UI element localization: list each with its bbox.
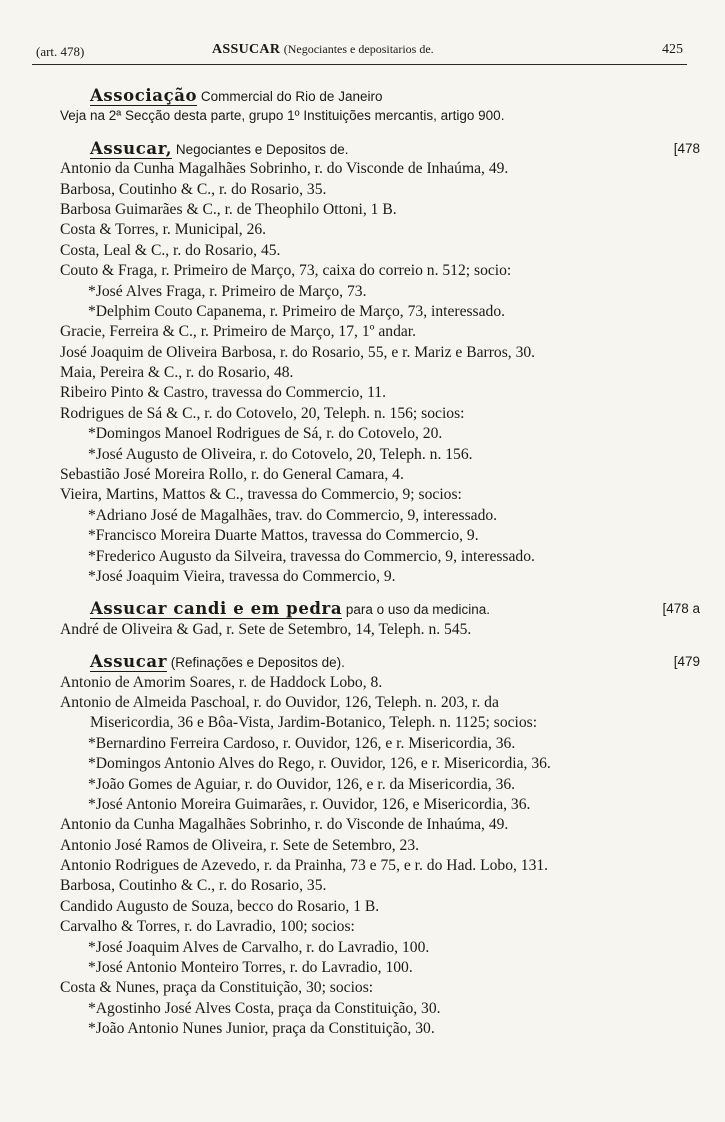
- running-title-main: ASSUCAR: [212, 42, 281, 57]
- section-heading: Assucar: [90, 652, 168, 672]
- partner-entry: *Francisco Moreira Duarte Mattos, travessa do Commercio, 9.: [88, 527, 479, 545]
- directory-entry: Couto & Fraga, r. Primeiro de Março, 73, caixa do correio n. 512; socio:: [60, 262, 512, 280]
- section-heading-line: [60, 86, 700, 106]
- section-caption: (Refinações e Depositos de).: [167, 655, 345, 671]
- section-caption: Commercial do Rio de Janeiro: [197, 89, 383, 104]
- directory-entry: Antonio da Cunha Magalhães Sobrinho, r. do Visconde de Inhaúma, 49.: [60, 816, 509, 834]
- directory-entry: Rodrigues de Sá & C., r. do Cotovelo, 20, Teleph. n. 156; socios:: [60, 404, 465, 422]
- partner-entry: *Bernardino Ferreira Cardoso, r. Ouvidor, 126, e r. Misericordia, 36.: [88, 734, 516, 752]
- running-title-sub: (Negociantes e depositarios de.: [283, 42, 434, 56]
- partner-entry: *José Joaquim Vieira, travessa do Commercio, 9.: [88, 567, 396, 585]
- partner-entry: *José Antonio Monteiro Torres, r. do Lavradio, 100.: [88, 959, 413, 977]
- section-heading: Associação: [90, 86, 198, 105]
- directory-entries: [60, 86, 700, 1040]
- partner-entry: *João Gomes de Aguiar, r. do Ouvidor, 126, e r. da Misericordia, 36.: [88, 775, 516, 793]
- section-caption: para o uso da medicina.: [342, 602, 490, 618]
- directory-entry: Costa, Leal & C., r. do Rosario, 45.: [60, 241, 281, 259]
- directory-entry: Sebastião José Moreira Rollo, r. do General Camara, 4.: [60, 466, 404, 484]
- directory-entry: Barbosa, Coutinho & C., r. do Rosario, 35.: [60, 180, 327, 198]
- article-reference: (art. 478): [36, 44, 85, 59]
- directory-entry: Costa & Nunes, praça da Constituição, 30; socios:: [60, 979, 374, 997]
- section-heading-line: [60, 652, 700, 672]
- section-heading: Assucar candi e em pedra: [90, 599, 343, 619]
- directory-entry: Carvalho & Torres, r. do Lavradio, 100; socios:: [60, 918, 355, 936]
- partner-entry: *Agostinho José Alves Costa, praça da Constituição, 30.: [88, 999, 441, 1017]
- partner-entry: *Delphim Couto Capanema, r. Primeiro de Março, 73, interessado.: [88, 302, 506, 320]
- section-heading: Assucar,: [90, 138, 173, 158]
- directory-entry: Costa & Torres, r. Municipal, 26.: [60, 221, 267, 239]
- section-number: [478: [673, 140, 700, 156]
- directory-entry: Candido Augusto de Souza, becco do Rosario, 1 B.: [60, 897, 380, 915]
- directory-entry: Veja na 2ª Secção desta parte, grupo 1º Instituições mercantis, artigo 900.: [60, 108, 505, 124]
- partner-entry: *Adriano José de Magalhães, trav. do Commercio, 9, interessado.: [88, 506, 498, 524]
- partner-entry: *José Antonio Moreira Guimarães, r. Ouvidor, 126, e Misericordia, 36.: [88, 795, 531, 813]
- partner-entry: *José Joaquim Alves de Carvalho, r. do Lavradio, 100.: [88, 938, 430, 956]
- directory-entry: Antonio José Ramos de Oliveira, r. Sete de Setembro, 23.: [60, 836, 420, 854]
- partner-entry: *Frederico Augusto da Silveira, travessa do Commercio, 9, interessado.: [88, 547, 535, 565]
- partner-entry: *José Augusto de Oliveira, r. do Cotovelo, 20, Teleph. n. 156.: [88, 445, 473, 463]
- directory-entry: Antonio de Amorim Soares, r. de Haddock Lobo, 8.: [60, 673, 383, 691]
- partner-entry: *Domingos Antonio Alves do Rego, r. Ouvidor, 126, e r. Misericordia, 36.: [88, 755, 551, 773]
- running-title: [212, 42, 434, 58]
- section-caption: Negociantes e Depositos de.: [172, 141, 349, 157]
- partner-entry: *Domingos Manoel Rodrigues de Sá, r. do Cotovelo, 20.: [88, 425, 443, 443]
- partner-entry: *João Antonio Nunes Junior, praça da Constituição, 30.: [88, 1020, 435, 1038]
- section-heading-line: [60, 139, 700, 159]
- directory-entry: Antonio da Cunha Magalhães Sobrinho, r. do Visconde de Inhaúma, 49.: [60, 160, 509, 178]
- directory-entry: Barbosa, Coutinho & C., r. do Rosario, 35.: [60, 877, 327, 895]
- directory-entry: Misericordia, 36 e Bôa-Vista, Jardim-Botanico, Teleph. n. 1125; socios:: [90, 714, 538, 732]
- directory-entry: André de Oliveira & Gad, r. Sete de Setembro, 14, Teleph. n. 545.: [60, 620, 472, 638]
- section-number: [479: [673, 654, 700, 670]
- section-heading-line: [60, 599, 700, 619]
- page-number: 425: [662, 42, 683, 57]
- directory-entry: José Joaquim de Oliveira Barbosa, r. do Rosario, 55, e r. Mariz e Barros, 30.: [60, 343, 536, 361]
- directory-entry: Antonio de Almeida Paschoal, r. do Ouvidor, 126, Teleph. n. 203, r. da: [60, 693, 499, 711]
- partner-entry: *José Alves Fraga, r. Primeiro de Março, 73.: [88, 282, 367, 300]
- directory-entry: Barbosa Guimarães & C., r. de Theophilo Ottoni, 1 B.: [60, 200, 397, 218]
- directory-entry: Ribeiro Pinto & Castro, travessa do Commercio, 11.: [60, 384, 386, 402]
- section-number: [478 a: [662, 601, 700, 617]
- directory-entry: Antonio Rodrigues de Azevedo, r. da Prainha, 73 e 75, e r. do Had. Lobo, 131.: [60, 857, 549, 875]
- page-header: [32, 40, 687, 65]
- directory-entry: Gracie, Ferreira & C., r. Primeiro de Março, 17, 1º andar.: [60, 323, 417, 341]
- directory-entry: Maia, Pereira & C., r. do Rosario, 48.: [60, 364, 294, 382]
- directory-entry: Vieira, Martins, Mattos & C., travessa do Commercio, 9; socios:: [60, 486, 462, 504]
